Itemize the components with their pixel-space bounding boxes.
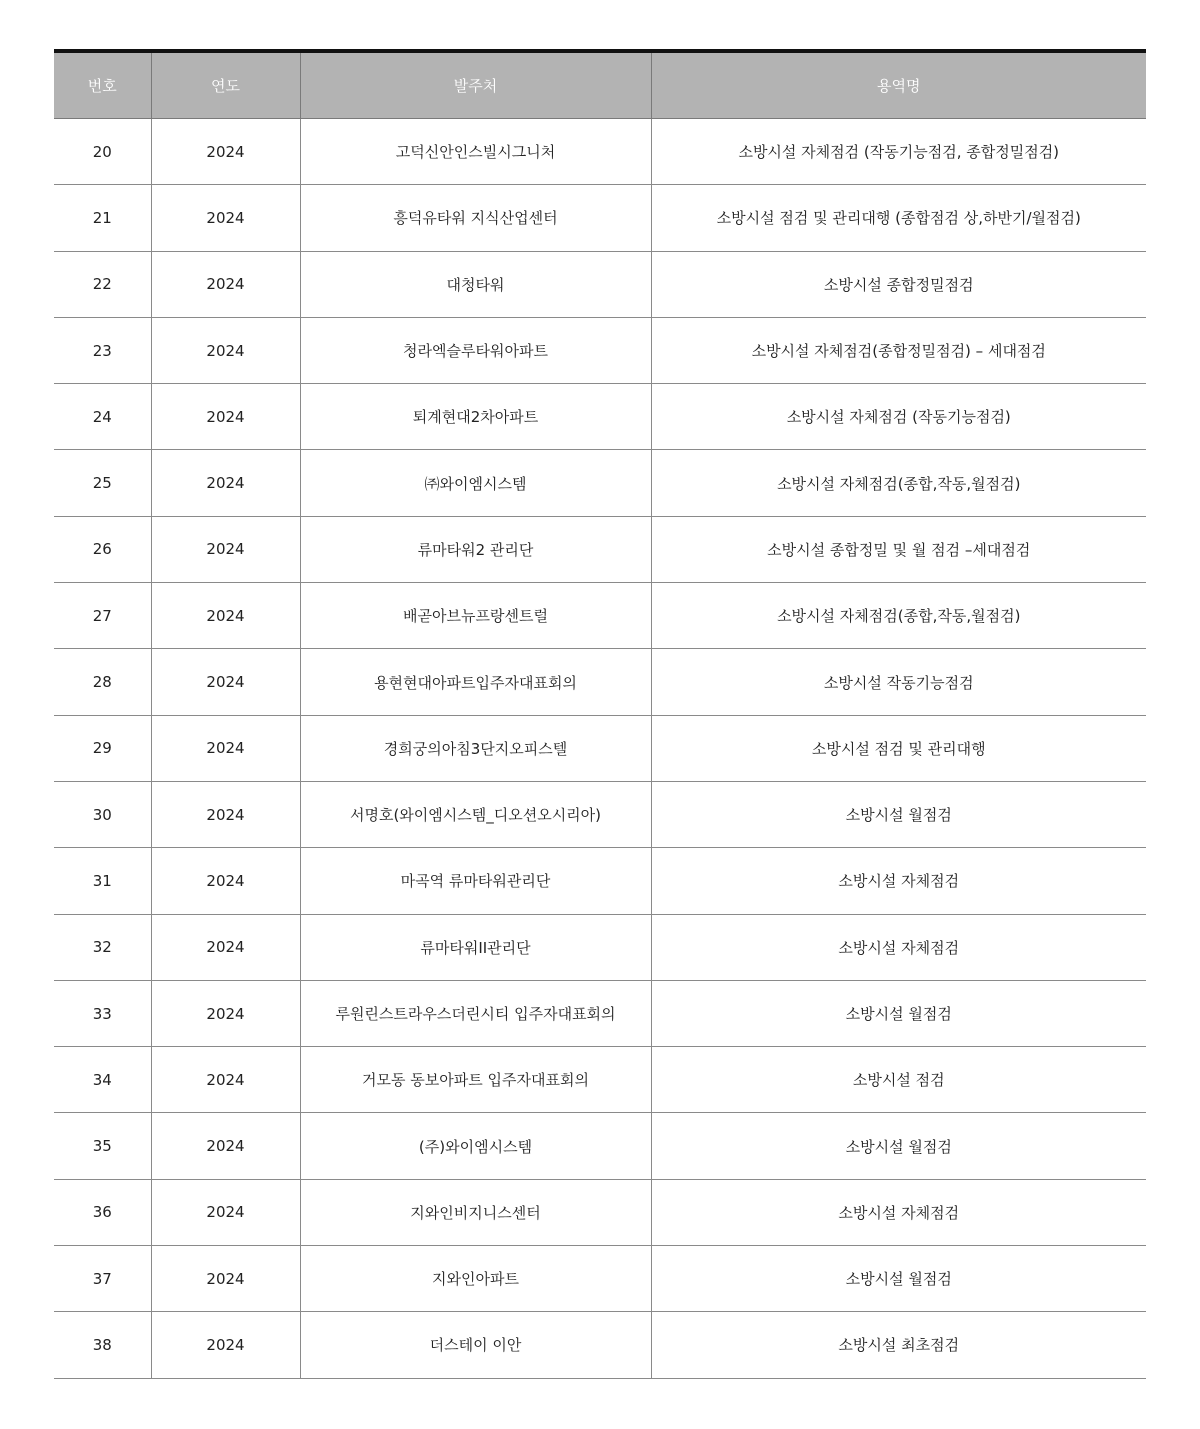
cell-client: 퇴계현대2차아파트 [300, 384, 651, 450]
cell-service: 소방시설 종합정밀 및 월 점검 –세대점검 [651, 516, 1146, 582]
cell-year: 2024 [151, 848, 300, 914]
cell-number: 30 [54, 781, 151, 847]
project-history-table [54, 49, 1146, 1379]
header-number: 번호 [54, 51, 151, 119]
cell-number: 22 [54, 251, 151, 317]
cell-service: 소방시설 종합정밀점검 [651, 251, 1146, 317]
cell-number: 20 [54, 119, 151, 185]
cell-client: 경희궁의아침3단지오피스텔 [300, 715, 651, 781]
cell-client: 마곡역 류마타워관리단 [300, 848, 651, 914]
table-row [54, 251, 1146, 317]
table-body [54, 119, 1146, 1379]
table-row [54, 980, 1146, 1046]
table-row [54, 1047, 1146, 1113]
cell-year: 2024 [151, 914, 300, 980]
cell-year: 2024 [151, 781, 300, 847]
cell-number: 33 [54, 980, 151, 1046]
table-row [54, 384, 1146, 450]
table-row [54, 1113, 1146, 1179]
cell-year: 2024 [151, 980, 300, 1046]
table-row [54, 715, 1146, 781]
cell-number: 38 [54, 1312, 151, 1378]
cell-number: 23 [54, 317, 151, 383]
cell-service: 소방시설 월점검 [651, 781, 1146, 847]
cell-client: 용현현대아파트입주자대표회의 [300, 649, 651, 715]
cell-year: 2024 [151, 450, 300, 516]
cell-year: 2024 [151, 516, 300, 582]
header-client: 발주처 [300, 51, 651, 119]
cell-year: 2024 [151, 119, 300, 185]
cell-number: 26 [54, 516, 151, 582]
cell-number: 31 [54, 848, 151, 914]
project-history-table-container [54, 49, 1146, 1379]
cell-number: 27 [54, 583, 151, 649]
cell-client: ㈜와이엠시스템 [300, 450, 651, 516]
table-row [54, 781, 1146, 847]
cell-client: 류마타워2 관리단 [300, 516, 651, 582]
cell-service: 소방시설 점검 및 관리대행 [651, 715, 1146, 781]
cell-service: 소방시설 월점검 [651, 1246, 1146, 1312]
cell-year: 2024 [151, 1179, 300, 1245]
table-row [54, 914, 1146, 980]
cell-number: 37 [54, 1246, 151, 1312]
cell-client: 배곧아브뉴프랑센트럴 [300, 583, 651, 649]
cell-year: 2024 [151, 1113, 300, 1179]
cell-year: 2024 [151, 384, 300, 450]
cell-year: 2024 [151, 583, 300, 649]
cell-number: 34 [54, 1047, 151, 1113]
table-row [54, 583, 1146, 649]
cell-client: 루원린스트라우스더린시티 입주자대표회의 [300, 980, 651, 1046]
cell-client: 흥덕유타워 지식산업센터 [300, 185, 651, 251]
cell-client: 더스테이 이안 [300, 1312, 651, 1378]
table-row [54, 1179, 1146, 1245]
table-row [54, 649, 1146, 715]
table-row [54, 516, 1146, 582]
cell-client: 류마타워II관리단 [300, 914, 651, 980]
cell-number: 29 [54, 715, 151, 781]
cell-number: 25 [54, 450, 151, 516]
table-row [54, 1312, 1146, 1378]
cell-service: 소방시설 자체점검(종합정밀점검) – 세대점검 [651, 317, 1146, 383]
cell-client: 지와인비지니스센터 [300, 1179, 651, 1245]
cell-client: (주)와이엠시스템 [300, 1113, 651, 1179]
cell-year: 2024 [151, 1312, 300, 1378]
table-row [54, 317, 1146, 383]
cell-client: 거모동 동보아파트 입주자대표회의 [300, 1047, 651, 1113]
table-row [54, 450, 1146, 516]
cell-year: 2024 [151, 185, 300, 251]
header-service: 용역명 [651, 51, 1146, 119]
cell-service: 소방시설 작동기능점검 [651, 649, 1146, 715]
cell-number: 21 [54, 185, 151, 251]
table-row [54, 119, 1146, 185]
header-row [54, 51, 1146, 119]
cell-year: 2024 [151, 1246, 300, 1312]
cell-service: 소방시설 월점검 [651, 1113, 1146, 1179]
cell-number: 35 [54, 1113, 151, 1179]
table-row [54, 1246, 1146, 1312]
cell-service: 소방시설 점검 및 관리대행 (종합점검 상,하반기/월점검) [651, 185, 1146, 251]
cell-number: 24 [54, 384, 151, 450]
cell-number: 28 [54, 649, 151, 715]
cell-service: 소방시설 최초점검 [651, 1312, 1146, 1378]
cell-year: 2024 [151, 715, 300, 781]
cell-year: 2024 [151, 649, 300, 715]
table-row [54, 185, 1146, 251]
cell-year: 2024 [151, 317, 300, 383]
cell-client: 고덕신안인스빌시그니처 [300, 119, 651, 185]
cell-service: 소방시설 자체점검(종합,작동,월점검) [651, 583, 1146, 649]
cell-client: 지와인아파트 [300, 1246, 651, 1312]
cell-client: 서명호(와이엠시스템_디오션오시리아) [300, 781, 651, 847]
cell-service: 소방시설 자체점검(종합,작동,월점검) [651, 450, 1146, 516]
cell-service: 소방시설 자체점검 (작동기능점검, 종합정밀점검) [651, 119, 1146, 185]
cell-service: 소방시설 자체점검 [651, 1179, 1146, 1245]
cell-client: 청라엑슬루타워아파트 [300, 317, 651, 383]
cell-year: 2024 [151, 1047, 300, 1113]
cell-service: 소방시설 월점검 [651, 980, 1146, 1046]
cell-number: 32 [54, 914, 151, 980]
cell-service: 소방시설 점검 [651, 1047, 1146, 1113]
cell-service: 소방시설 자체점검 [651, 914, 1146, 980]
table-header [54, 51, 1146, 119]
table-row [54, 848, 1146, 914]
cell-service: 소방시설 자체점검 [651, 848, 1146, 914]
header-year: 연도 [151, 51, 300, 119]
cell-client: 대청타워 [300, 251, 651, 317]
cell-number: 36 [54, 1179, 151, 1245]
cell-service: 소방시설 자체점검 (작동기능점검) [651, 384, 1146, 450]
cell-year: 2024 [151, 251, 300, 317]
